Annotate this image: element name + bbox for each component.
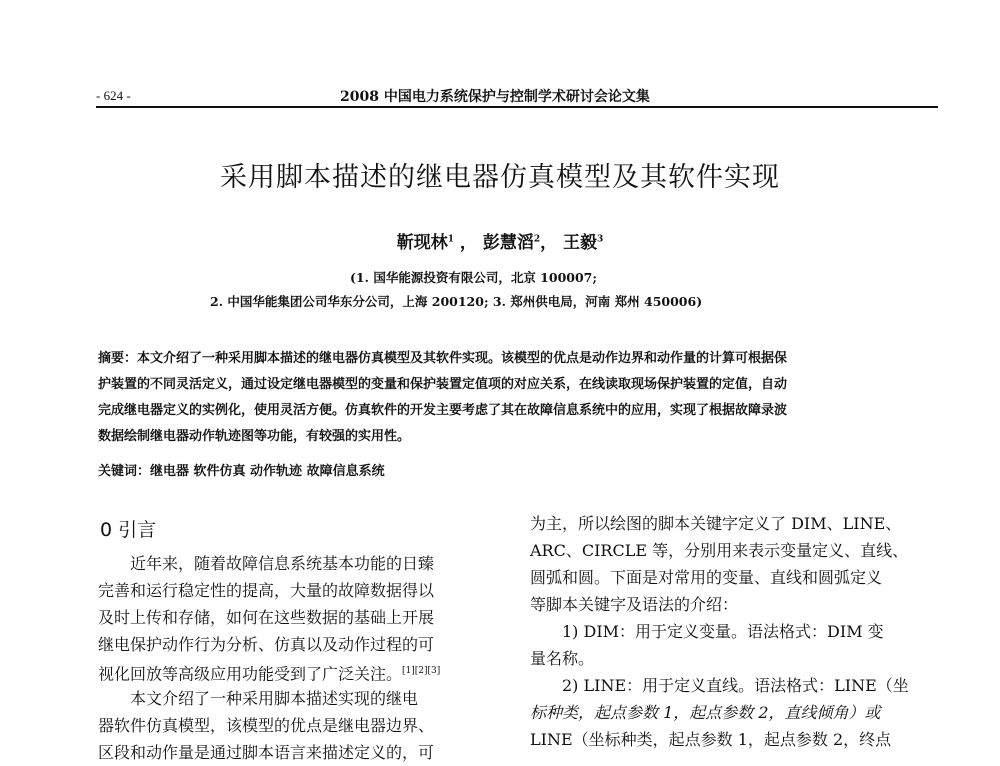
body-text-line xyxy=(98,712,478,739)
line-text: 区段和动作量是通过脚本语言来描述定义的，可 xyxy=(98,743,435,762)
page-number: - 624 - xyxy=(96,88,131,103)
line-text: 1) DIM：用于定义变量。语法格式：DIM 变 xyxy=(562,622,884,641)
keywords: 关键词：继电器 软件仿真 动作轨迹 故障信息系统 xyxy=(98,464,385,479)
body-text-line xyxy=(530,564,930,591)
citation-refs: [1][2][3] xyxy=(402,666,441,676)
author-mark: 2 xyxy=(533,234,541,245)
line-text: 视化回放等高级应用功能受到了广泛关注。 xyxy=(98,664,403,684)
body-text-line xyxy=(530,645,930,672)
left-column xyxy=(98,550,478,766)
line-text: 完善和运行稳定性的提高，大量的故障数据得以 xyxy=(98,581,435,600)
line-text: 继电保护动作行为分析、仿真以及动作过程的可 xyxy=(98,635,435,654)
body-text-line xyxy=(530,699,930,726)
body-text-line xyxy=(98,550,478,577)
affiliation-line: 2. 中国华能集团公司华东分公司，上海 200120; 3. 郑州供电局，河南 郑州 450006) xyxy=(210,294,703,309)
abstract-line: 数据绘制继电器动作轨迹图等功能，有较强的实用性。 xyxy=(98,429,411,444)
line-text: 圆弧和圆。下面是对常用的变量、直线和圆弧定义 xyxy=(530,568,883,587)
header-rule xyxy=(96,106,938,108)
abstract-line: 完成继电器定义的实例化，使用灵活方便。仿真软件的开发主要考虑了其在故障信息系统中的应用，实现了根据故障录波 xyxy=(98,403,788,418)
author-mark: 3 xyxy=(597,234,604,245)
body-text-line xyxy=(98,604,478,631)
right-column xyxy=(530,510,930,753)
running-header: 2008 中国电力系统保护与控制学术研讨会论文集 xyxy=(340,89,650,105)
section-heading: 0 引言 xyxy=(100,519,157,541)
line-text: 量名称。 xyxy=(530,649,595,668)
body-text-line xyxy=(530,618,930,645)
body-text-line xyxy=(98,577,478,604)
body-text-line xyxy=(98,685,478,712)
body-text-line xyxy=(98,739,478,766)
body-text-line xyxy=(530,672,930,699)
line-text: 器软件仿真模型，该模型的优点是继电器边界、 xyxy=(98,716,435,735)
abstract-line: 护装置的不同灵活定义，通过设定继电器模型的变量和保护装置定值项的对应关系，在线读取现场保护装置的定值，自动 xyxy=(98,377,788,392)
body-text-line xyxy=(98,658,478,685)
line-text: 为主，所以绘图的脚本关键字定义了 DIM、LINE、 xyxy=(530,514,902,533)
line-text: 本文介绍了一种采用脚本描述实现的继电 xyxy=(130,689,419,708)
body-text-line xyxy=(530,510,930,537)
author-list: 靳现林$^1$ ， 彭慧滔$^2$， 王毅$^3$ xyxy=(396,233,604,253)
line-text: LINE（坐标种类，起点参数 1，起点参数 2，终点 xyxy=(530,730,892,749)
abstract-line: 摘要：本文介绍了一种采用脚本描述的继电器仿真模型及其软件实现。该模型的优点是动作边界和动作量的计算可根据保 xyxy=(98,351,788,366)
line-text: 等脚本关键字及语法的介绍： xyxy=(530,595,739,614)
author-name: 王毅 xyxy=(563,233,598,253)
line-text: ARC、CIRCLE 等，分别用来表示变量定义、直线、 xyxy=(530,541,909,560)
affiliation-line: (1. 国华能源投资有限公司，北京 100007; xyxy=(350,270,597,285)
body-text-line xyxy=(530,537,930,564)
body-text-line xyxy=(98,631,478,658)
paper-title: 采用脚本描述的继电器仿真模型及其软件实现 xyxy=(220,162,780,193)
line-text: 及时上传和存储，如何在这些数据的基础上开展 xyxy=(98,608,435,627)
abstract xyxy=(98,346,930,450)
line-text: 标种类，起点参数 1，起点参数 2，直线倾角）或 xyxy=(530,703,881,722)
author-name: 靳现林 xyxy=(396,233,448,253)
line-text: 近年来，随着故障信息系统基本功能的日臻 xyxy=(130,554,435,573)
body-text-line xyxy=(530,591,930,618)
line-text: 2) LINE：用于定义直线。语法格式：LINE（坐 xyxy=(562,676,909,695)
author-name: 彭慧滔 xyxy=(482,233,534,253)
author-mark: 1 xyxy=(447,234,454,245)
body-text-line xyxy=(530,726,930,753)
